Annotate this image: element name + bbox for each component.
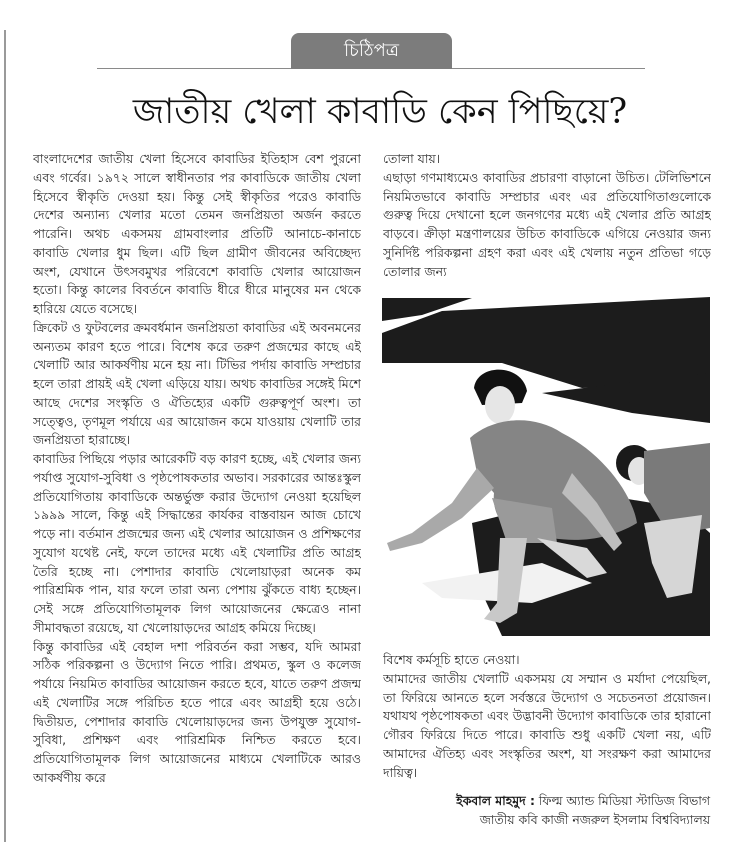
headline: জাতীয় খেলা কাবাডি কেন পিছিয়ে? <box>132 92 628 132</box>
paragraph: তোলা যায়। <box>383 151 441 166</box>
paragraph: বাংলাদেশের জাতীয় খেলা হিসেবে কাবাডির ইতিহাস বেশ পুরনো এবং গর্বের। ১৯৭২ সালে স্বাধীনতার পর কাবাডিকে জাতীয় খেলা হিসেবে স্বীকৃতি দেওয়া হয়। কিন্তু সেই স্বীকৃতির পরেও কাবাডি দেশের অন্যান্য খেলার মতো তেমন জনপ্রিয়তা অর্জন করতে পারেনি। অথচ একসময় গ্রামবাংলার প্রতিটি আনাচে-কানাচে কাবাডি খেলার ধুম ছিল। এটি ছিল গ্রামীণ জীবনের অবিচ্ছেদ্য অংশ, যেখানে উৎসবমুখর পরিবেশে কাবাডি খেলার আয়োজন হতো। কিন্তু কালের বিবর্তনে কাবাডি ধীরে ধীরে মানুষের মন থেকে হারিয়ে যেতে বসেছে। <box>33 151 361 316</box>
left-border-rule <box>4 30 6 842</box>
paragraph: কিন্তু কাবাডির এই বেহাল দশা পরিবর্তন করা সম্ভব, যদি আমরা সঠিক পরিকল্পনা ও উদ্যোগ নিতে পারি। প্রথমত, স্কুল ও কলেজ পর্যায়ে নিয়মিত কাবাডির আয়োজন করতে হবে, যাতে তরুণ প্রজন্ম এই খেলাটির সঙ্গে পরিচিত হতে পারে এবং আগ্রহী হয়ে ওঠে। দ্বিতীয়ত, পেশাদার কাবাডি খেলোয়াড়দের জন্য উপযুক্ত সুযোগ-সুবিধা, প্রশিক্ষণ এবং পারিশ্রমিক নিশ্চিত করতে হবে। প্রতিযোগিতামূলক লিগ আয়োজনের মাধ্যমে খেলাটিকে আরও আকর্ষণীয় করে <box>33 638 361 785</box>
byline-line-1 <box>383 792 710 811</box>
paragraph: ক্রিকেট ও ফুটবলের ক্রমবর্ধমান জনপ্রিয়তা কাবাডির এই অবনমনের অন্যতম কারণ হতে পারে। বিশেষ করে তরুণ প্রজন্মের কাছে এই খেলাটি আর আকর্ষণীয় মনে হয় না। টিভির পর্দায় কাবাডি সম্প্রচার হলে তারা প্রায়ই এই খেলা এড়িয়ে যায়। অথচ কাবাডির সঙ্গেই মিশে আছে দেশের সংস্কৃতি ও ঐতিহ্যের একটি গুরুত্বপূর্ণ অংশ। তা সত্ত্বেও, তৃণমূল পর্যায়ে এর আয়োজন কমে যাওয়ায় খেলাটি তার জনপ্রিয়তা হারাচ্ছে। <box>33 319 361 448</box>
paragraph: এছাড়া গণমাধ্যমেও কাবাডির প্রচারণা বাড়ানো উচিত। টেলিভিশনে নিয়মিতভাবে কাবাডি সম্প্রচার এবং এর প্রতিযোগিতাগুলোকে গুরুত্ব দিয়ে দেখানো হলে জনগণের মধ্যে এই খেলার প্রতি আগ্রহ বাড়বে। ক্রীড়া মন্ত্রণালয়ের উচিত কাবাডিকে এগিয়ে নেওয়ার জন্য সুনির্দিষ্ট পরিকল্পনা গ্রহণ করা এবং এই খেলায় নতুন প্রতিভা গড়ে তোলার জন্য <box>383 169 711 279</box>
section-label: চিঠিপত্র <box>343 39 400 61</box>
author-name: ইকবাল মাহমুদ : <box>456 793 535 808</box>
article-column-right-top <box>383 150 711 282</box>
article-column-left <box>33 150 361 840</box>
article-column-right-bottom <box>383 651 711 783</box>
byline <box>383 792 710 829</box>
paragraph: বিশেষ কর্মসূচি হাতে নেওয়া। <box>383 652 520 667</box>
paragraph: আমাদের জাতীয় খেলাটি একসময় যে সম্মান ও মর্যাদা পেয়েছিল, তা ফিরিয়ে আনতে হলে সর্বস্তরে উদ্যোগ ও সচেতনতা প্রয়োজন। যথাযথ পৃষ্ঠপোষকতা এবং উদ্ভাবনী উদ্যোগ কাবাডিকে তার হারানো গৌরব ফিরিয়ে দিতে পারে। কাবাডি শুধু একটি খেলা নয়, এটি আমাদের ঐতিহ্য এবং সংস্কৃতির অংশ, যা সংরক্ষণ করা আমাদের দায়িত্ব। <box>383 670 711 780</box>
brush-stroke <box>382 403 482 433</box>
author-department: ফিল্ম অ্যান্ড মিডিয়া স্টাডিজ বিভাগ <box>538 793 710 808</box>
section-tab <box>291 33 452 69</box>
kabaddi-players-illustration-icon <box>382 293 710 636</box>
player-face <box>485 386 515 424</box>
paragraph: কাবাডির পিছিয়ে পড়ার আরেকটি বড় কারণ হচ্ছে, এই খেলার জন্য পর্যাপ্ত সুযোগ-সুবিধা ও পৃষ্ঠপোষকতার অভাব। সরকারের আন্তঃস্কুল প্রতিযোগিতায় কাবাডিকে অন্তর্ভুক্ত করার উদ্যোগ নেওয়া হয়েছিল ১৯৯৯ সালে, কিন্তু এই সিদ্ধান্তের কার্যকর বাস্তবায়ন আজ চোখে পড়ে না। বর্তমান প্রজন্মের জন্য এই খেলার আয়োজন ও প্রশিক্ষণের সুযোগ যথেষ্ট নেই, ফলে তাদের মধ্যে এই খেলাটির প্রতি আগ্রহ তৈরি হচ্ছে না। পেশাদার কাবাডি খেলোয়াড়রা অনেক কম পারিশ্রমিক পান, যার ফলে তারা অন্য পেশায় ঝুঁকতে বাধ্য হচ্ছেন। সেই সঙ্গে প্রতিযোগিতামূলক লিগ আয়োজনের ক্ষেত্রেও নানা সীমাবদ্ধতা রয়েছে, যা খেলোয়াড়দের আগ্রহ কমিয়ে দিচ্ছে। <box>33 451 361 635</box>
kabaddi-photo <box>382 293 710 636</box>
author-institution: জাতীয় কবি কাজী নজরুল ইসলাম বিশ্ববিদ্যালয় <box>479 811 710 827</box>
